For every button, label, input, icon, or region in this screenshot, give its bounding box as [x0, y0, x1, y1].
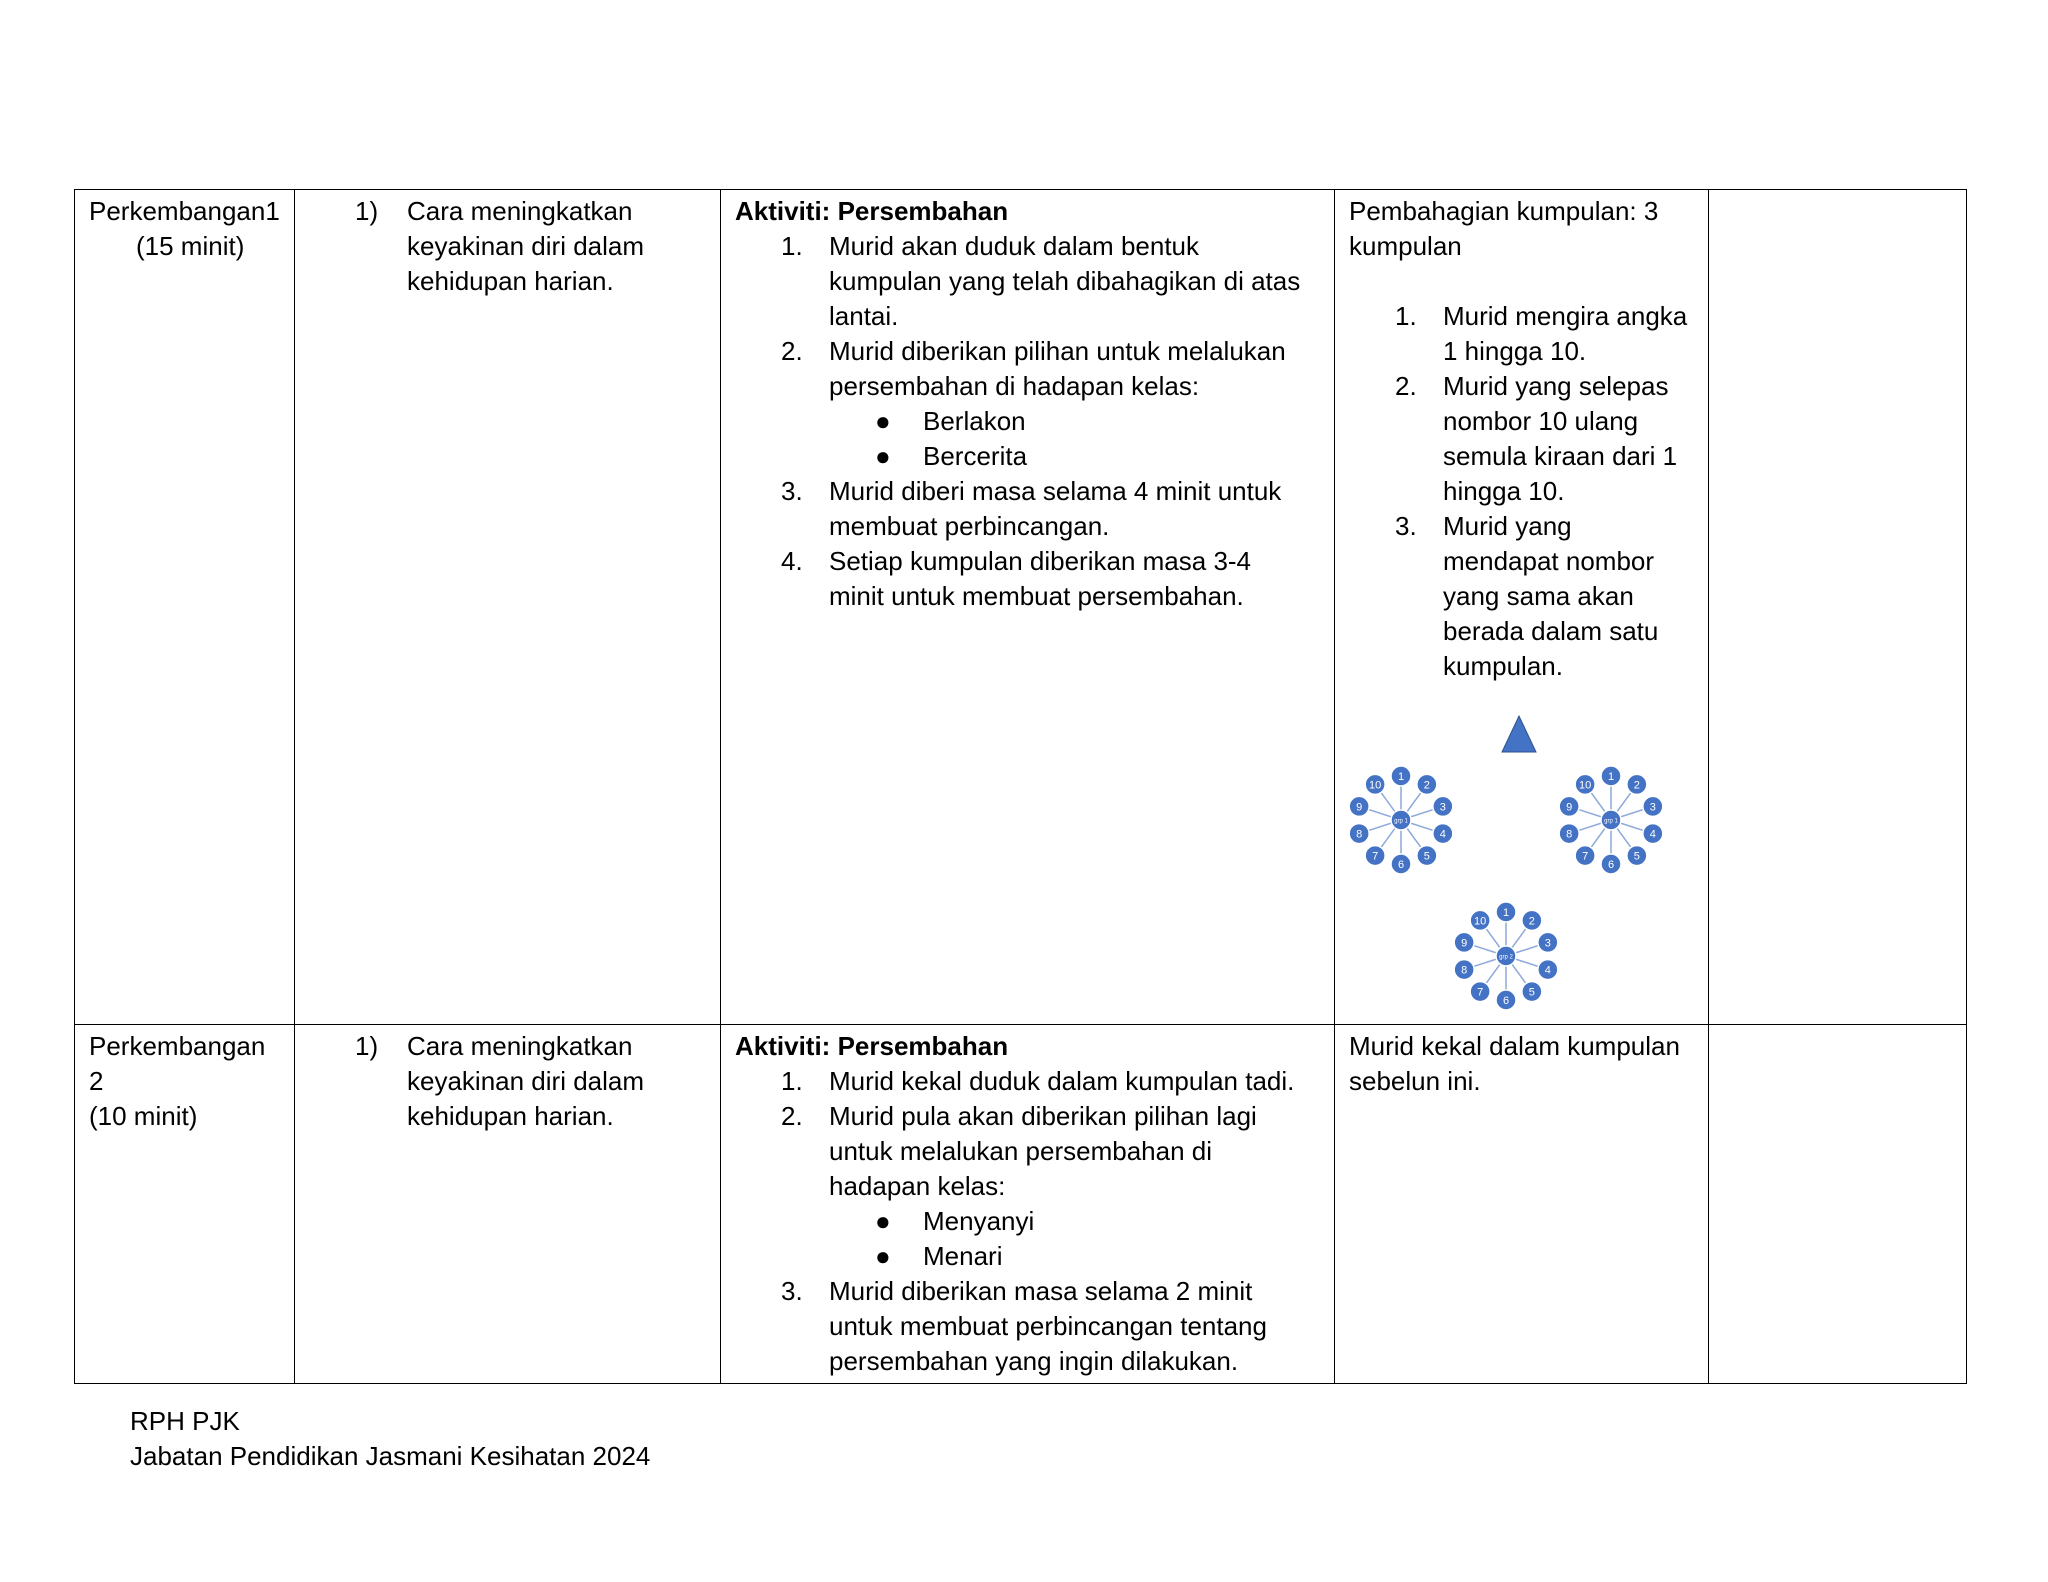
activity-title: Aktiviti: Persembahan	[735, 1031, 1009, 1061]
grouping-intro: kumpulan	[1349, 231, 1462, 261]
activity-cell	[721, 190, 1335, 1025]
footer-organization: Jabatan Pendidikan Jasmani Kesihatan 2024	[130, 1441, 651, 1471]
pupil-number: 1	[1397, 771, 1405, 783]
step-text: 1 hingga 10.	[1443, 336, 1587, 366]
activity-step	[735, 474, 1320, 544]
pupil-number: 6	[1397, 859, 1405, 871]
objective-text: keyakinan diri dalam	[407, 231, 645, 261]
grouping-diagram-svg	[1349, 714, 1695, 1014]
pupil-number: 6	[1502, 995, 1510, 1007]
step-text: kumpulan.	[1443, 651, 1563, 681]
notes-cell	[1709, 1025, 1967, 1384]
step-text: lantai.	[829, 301, 899, 331]
step-text: semula kiraan dari 1	[1443, 441, 1678, 471]
pupil-number: 4	[1544, 964, 1551, 977]
stage-name: 2	[89, 1066, 104, 1096]
objective-text: kehidupan harian.	[407, 266, 614, 296]
grouping-cell	[1335, 190, 1709, 1025]
step-number: 3.	[781, 476, 803, 506]
step-text: Murid yang selepas	[1443, 371, 1669, 401]
pupil-number: 2	[1528, 915, 1535, 928]
step-text: yang sama akan	[1443, 581, 1634, 611]
pupil-number: 9	[1461, 937, 1468, 950]
grouping-cell	[1335, 1025, 1709, 1384]
stage-name: Perkembangan1	[89, 196, 280, 226]
table-row	[75, 190, 1967, 1025]
pupil-number: 2	[1633, 779, 1640, 792]
pupil-number: 10	[1369, 779, 1382, 792]
activity-step	[735, 1274, 1320, 1379]
step-text: hingga 10.	[1443, 476, 1565, 506]
page-footer	[130, 1404, 650, 1474]
step-text: Murid kekal duduk dalam kumpulan tadi.	[829, 1066, 1295, 1096]
step-text: berada dalam satu	[1443, 616, 1659, 646]
step-number: 1.	[781, 1066, 803, 1096]
pupil-number: 4	[1439, 828, 1446, 841]
bullet-icon: ●	[875, 1206, 891, 1236]
bullet-text: Berlakon	[923, 406, 1026, 436]
pupil-number: 7	[1372, 850, 1379, 863]
pupil-number: 8	[1566, 828, 1573, 841]
pupil-number: 3	[1439, 801, 1446, 814]
pupil-number: 7	[1582, 850, 1589, 863]
step-text: nombor 10 ulang	[1443, 406, 1639, 436]
grouping-diagram	[1349, 714, 1695, 1014]
table-row	[75, 1025, 1967, 1384]
step-text: persembahan yang ingin dilakukan.	[829, 1346, 1239, 1376]
objective-text: Cara meningkatkan	[407, 1031, 633, 1061]
activity-title: Aktiviti: Persembahan	[735, 196, 1009, 226]
step-text: untuk melalukan persembahan di	[829, 1136, 1213, 1166]
step-number: 2.	[781, 1101, 803, 1131]
activity-step	[735, 1064, 1320, 1099]
grouping-intro: sebelun ini.	[1349, 1066, 1481, 1096]
notes-cell	[1709, 190, 1967, 1025]
step-text: minit untuk membuat persembahan.	[829, 581, 1244, 611]
step-text: Murid diberi masa selama 4 minit untuk	[829, 476, 1282, 506]
objective-cell	[295, 190, 721, 1025]
pupil-number: 2	[1423, 779, 1430, 792]
step-text: mendapat nombor	[1443, 546, 1655, 576]
bullet-text: Bercerita	[923, 441, 1028, 471]
objective-number: 1)	[355, 1031, 379, 1061]
step-number: 3.	[781, 1276, 803, 1306]
pupil-number: 5	[1633, 850, 1640, 863]
activity-cell	[721, 1025, 1335, 1384]
grouping-step	[1349, 299, 1694, 369]
grouping-intro: Pembahagian kumpulan: 3	[1349, 196, 1659, 226]
step-number: 2.	[781, 336, 803, 366]
pupil-number: 7	[1477, 986, 1484, 999]
activity-step	[735, 1099, 1320, 1204]
pupil-group-circle	[1559, 766, 1663, 874]
pupil-group-circle	[1454, 902, 1558, 1010]
group-label: grp 1	[1394, 818, 1408, 825]
activity-step	[735, 229, 1320, 334]
step-number: 2.	[1395, 371, 1417, 401]
pupil-number: 8	[1356, 828, 1363, 841]
bullet-item	[735, 1204, 1320, 1239]
group-label: grp 2	[1499, 954, 1513, 961]
pupil-number: 1	[1502, 907, 1510, 919]
pupil-number: 3	[1544, 937, 1551, 950]
lesson-plan-table	[74, 189, 1967, 1384]
step-text: Murid mengira angka	[1443, 301, 1688, 331]
activity-step	[735, 334, 1320, 404]
step-text: Murid diberikan masa selama 2 minit	[829, 1276, 1253, 1306]
pupil-group-circle	[1349, 766, 1453, 874]
step-number: 1.	[1395, 301, 1417, 331]
bullet-icon: ●	[875, 441, 891, 471]
pupil-number: 9	[1566, 801, 1573, 814]
objective-item	[309, 1029, 706, 1134]
pupil-number: 4	[1649, 828, 1656, 841]
stage-duration: (15 minit)	[136, 231, 245, 261]
bullet-text: Menyanyi	[923, 1206, 1035, 1236]
objective-text: Cara meningkatkan	[407, 196, 633, 226]
stage-duration: (10 minit)	[89, 1101, 198, 1131]
pupil-number: 10	[1579, 779, 1592, 792]
stage-cell	[75, 190, 295, 1025]
pupil-number: 5	[1528, 986, 1535, 999]
bullet-icon: ●	[875, 1241, 891, 1271]
step-text: kumpulan yang telah dibahagikan di atas	[829, 266, 1301, 296]
footer-title: RPH PJK	[130, 1406, 240, 1436]
step-text: Murid akan duduk dalam bentuk	[829, 231, 1200, 261]
step-number: 1.	[781, 231, 803, 261]
bullet-item	[735, 404, 1320, 439]
step-text: Murid diberikan pilihan untuk melalukan	[829, 336, 1286, 366]
bullet-text: Menari	[923, 1241, 1003, 1271]
objective-item	[309, 194, 706, 299]
pupil-number: 5	[1423, 850, 1430, 863]
pupil-number: 1	[1607, 771, 1615, 783]
bullet-item	[735, 1239, 1320, 1274]
grouping-intro: Murid kekal dalam kumpulan	[1349, 1031, 1680, 1061]
step-text: hadapan kelas:	[829, 1171, 1006, 1201]
step-text: Setiap kumpulan diberikan masa 3-4	[829, 546, 1252, 576]
objective-text: keyakinan diri dalam	[407, 1066, 645, 1096]
bullet-icon: ●	[875, 406, 891, 436]
stage-cell	[75, 1025, 295, 1384]
activity-step	[735, 544, 1320, 614]
step-number: 4.	[781, 546, 803, 576]
pupil-number: 10	[1474, 915, 1487, 928]
objective-number: 1)	[355, 196, 379, 226]
bullet-item	[735, 439, 1320, 474]
step-text: untuk membuat perbincangan tentang	[829, 1311, 1267, 1341]
pupil-number: 9	[1356, 801, 1363, 814]
step-number: 3.	[1395, 511, 1417, 541]
grouping-step	[1349, 369, 1694, 509]
group-label: grp 1	[1604, 818, 1618, 825]
step-text: Murid pula akan diberikan pilihan lagi	[829, 1101, 1257, 1131]
step-text: Murid yang	[1443, 511, 1572, 541]
stage-name: Perkembangan	[89, 1031, 266, 1061]
grouping-step	[1349, 509, 1694, 684]
pupil-number: 3	[1649, 801, 1656, 814]
objective-text: kehidupan harian.	[407, 1101, 614, 1131]
objective-cell	[295, 1025, 721, 1384]
step-text: membuat perbincangan.	[829, 511, 1110, 541]
teacher-triangle-icon	[1502, 716, 1536, 752]
pupil-number: 8	[1461, 964, 1468, 977]
pupil-number: 6	[1607, 859, 1615, 871]
step-text: persembahan di hadapan kelas:	[829, 371, 1200, 401]
